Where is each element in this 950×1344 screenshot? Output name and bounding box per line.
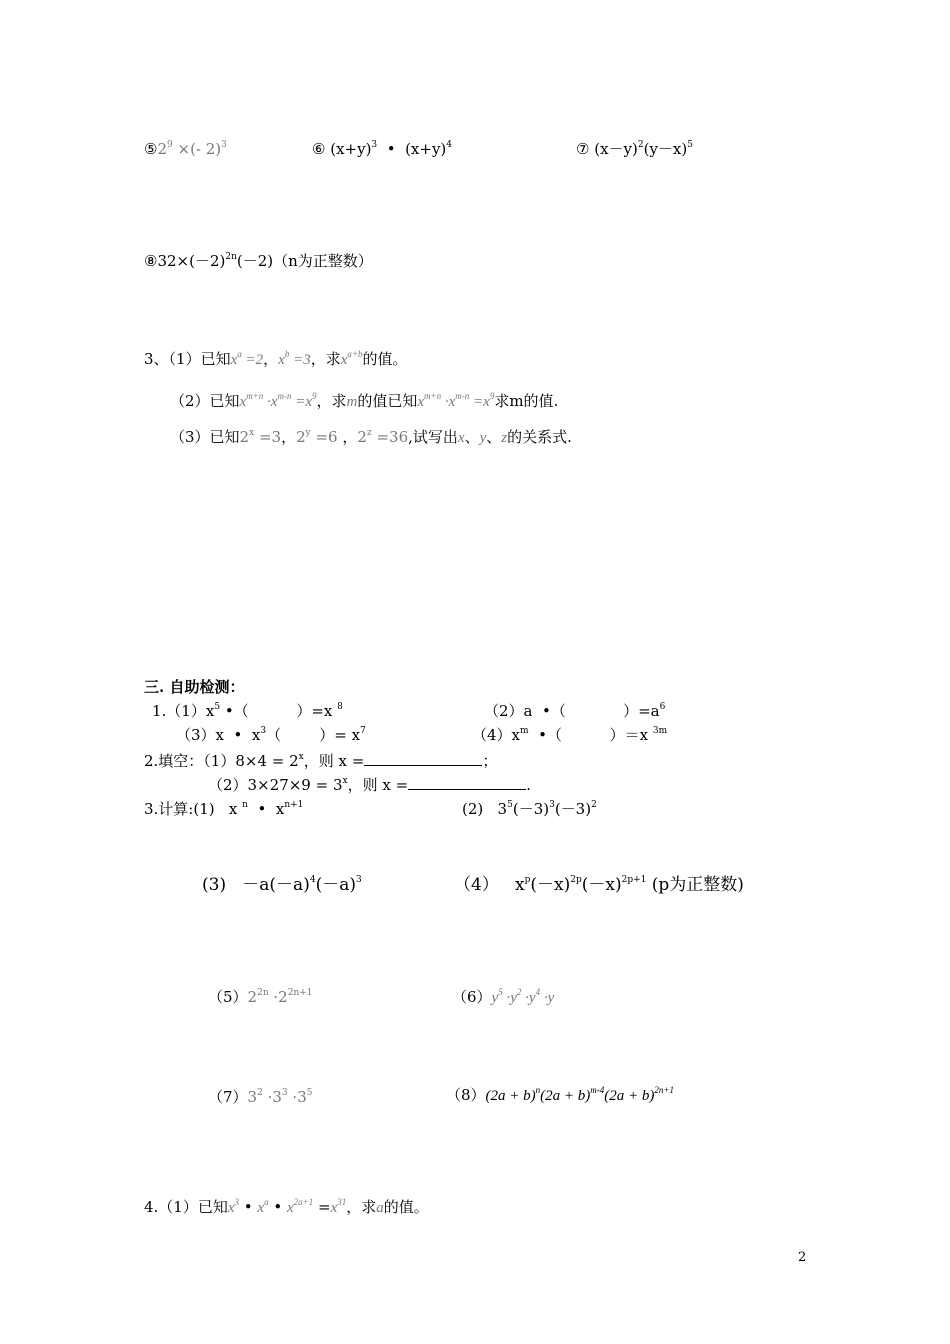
check-1-1: $1.(1)x^5$ •（ ）=x $^8$ [152,702,343,720]
answer-blank-1[interactable] [364,751,482,766]
q3-part2: （2）已知$x^{m+n} \cdot x^{m-n} =x^9$，求m的值已知$x^{m+n} \cdot x^{m-n} =x^9$求m的值. [170,391,559,410]
q3-part3: （3）已知$2^x =3$，$2^y =6$ ，$2^z =36$,试写出x、y、z的关系式. [170,428,572,446]
q4-part1: 4.（1）已知$x^3$ • $x^a$ • $x^{2a+1} =x^{31}$，求a的值。 [144,1197,429,1216]
problem-5: $⑤2^9$ ×(- 2)$^3$ [144,140,227,158]
calc-8: $(8)(2a + b)^n(2a + b)^{m-4}(2a + b)^{2n+1}$ [446,1085,674,1104]
check-2-1: 2.填空：$(1)8\times 4 = 2^x$，则 x = ； [144,752,498,770]
calc-2: (2) $3^5(-3)^3(-3)^2$ [462,800,597,818]
calc-3: $(3) -a(-a)^4(-a)^3$ [202,875,362,895]
calc-5: $(5)2^{2n} \cdot 2^{2n+1}$ [208,988,313,1006]
problem-7: ⑦ $(x-y)^2(y-x)^5$ [576,140,693,158]
calc-4: （4） $x^p(-x)^{2p}(-x)^{2p+1}$ (p为正整数) [454,875,744,895]
calc-1: 3.计算:(1) x $^n$ • $x^{n+1}$ [144,800,304,818]
problem-8: $⑧32\times(-2)^{2n}(-2)(n$为正整数） [144,252,373,270]
q3-part1: 3、（1）已知$x^a =2$，$x^b =3$，求$x^{a+b}$的值。 [144,349,408,368]
check-1-4: $(4)x^m$ •（ ）＝x $^{3m}$ [472,726,668,744]
section-title: 三. 自助检测： [144,678,245,696]
answer-blank-2[interactable] [408,775,526,790]
check-1-3: （3）x • $x^3$（ ）= $x^7$ [176,726,366,744]
calc-7: $(7)3^2 \cdot 3^3 \cdot 3^5$ [208,1088,313,1106]
problem-6: ⑥ $(x+y)^3$ • $(x+y)^4$ [312,140,453,158]
calc-6: $(6)y^5 \cdot y^2 \cdot y^4 \cdot y$ [452,987,555,1006]
check-1-2: （2）a •（ ）$=a^6$ [484,702,666,720]
check-2-2: $(2)3\times 27\times 9 = 3^x$，则 x = . [208,776,531,794]
page-number: 2 [798,1250,807,1265]
